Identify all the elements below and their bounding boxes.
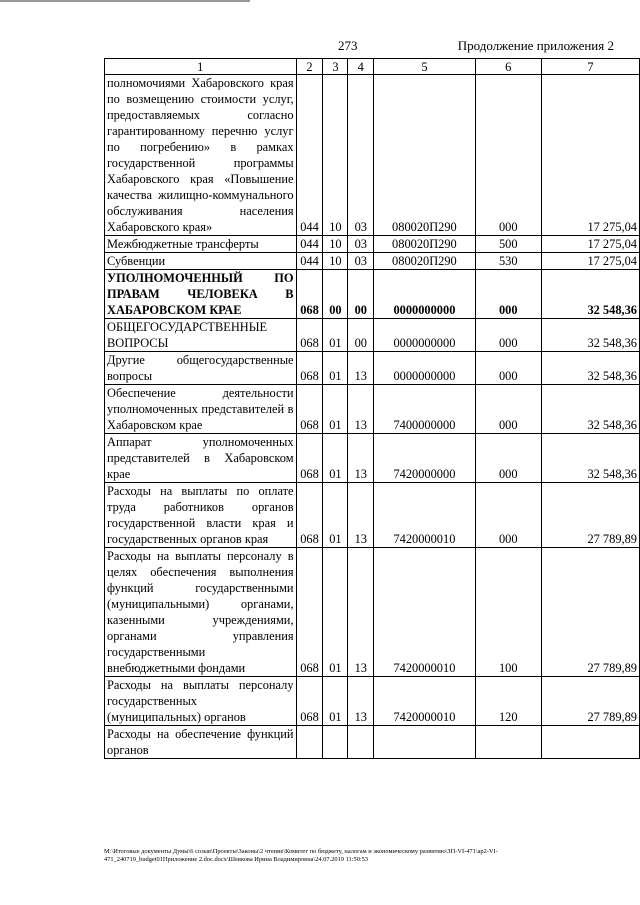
column-number-row xyxy=(105,59,640,75)
row-code-subsection: 13 xyxy=(348,434,374,483)
row-code-target: 7400000000 xyxy=(374,385,475,434)
column-header: 2 xyxy=(296,59,323,75)
row-code-ministry: 068 xyxy=(296,434,323,483)
budget-table xyxy=(104,58,640,759)
row-code-target: 0000000000 xyxy=(374,319,475,352)
column-header: 7 xyxy=(541,59,639,75)
row-amount: 27 789,89 xyxy=(541,483,639,548)
row-code-ministry: 044 xyxy=(296,236,323,253)
row-name: ОБЩЕГОСУДАРСТВЕННЫЕ ВОПРОСЫ xyxy=(105,319,297,352)
table-row xyxy=(105,236,640,253)
row-code-target: 7420000010 xyxy=(374,677,475,726)
row-name: Субвенции xyxy=(105,253,297,270)
row-code-section xyxy=(323,726,348,759)
row-code-target: 0000000000 xyxy=(374,352,475,385)
table-row xyxy=(105,352,640,385)
row-code-ministry: 068 xyxy=(296,483,323,548)
row-code-section: 01 xyxy=(323,548,348,677)
table-row xyxy=(105,75,640,236)
row-amount: 32 548,36 xyxy=(541,319,639,352)
table-row xyxy=(105,483,640,548)
row-code-section: 00 xyxy=(323,270,348,319)
row-name: Расходы на выплаты по оплате труда работников органов государственной власти края и государственных органов края xyxy=(105,483,297,548)
row-code-ministry: 044 xyxy=(296,253,323,270)
row-code-subsection: 00 xyxy=(348,319,374,352)
row-amount: 32 548,36 xyxy=(541,385,639,434)
row-code-section: 01 xyxy=(323,434,348,483)
row-amount: 17 275,04 xyxy=(541,253,639,270)
row-code-target: 7420000000 xyxy=(374,434,475,483)
row-code-subsection xyxy=(348,726,374,759)
row-code-expense-type: 000 xyxy=(475,483,541,548)
appendix-continuation-note: Продолжение приложения 2 xyxy=(457,38,614,53)
table-row xyxy=(105,434,640,483)
row-code-subsection: 03 xyxy=(348,236,374,253)
row-code-section: 10 xyxy=(323,236,348,253)
row-code-subsection: 00 xyxy=(348,270,374,319)
table-row xyxy=(105,385,640,434)
row-name: Расходы на выплаты персоналу в целях обеспечения выполнения функций государственными (муниципальными) органами, казенными учреждениями, органами управления государственными внебюджетными фондами xyxy=(105,548,297,677)
row-name: Расходы на выплаты персоналу государственных (муниципальных) органов xyxy=(105,677,297,726)
row-code-subsection: 03 xyxy=(348,253,374,270)
row-code-subsection: 03 xyxy=(348,75,374,236)
row-code-ministry xyxy=(296,726,323,759)
row-code-ministry: 044 xyxy=(296,75,323,236)
row-code-expense-type: 000 xyxy=(475,75,541,236)
row-code-expense-type: 530 xyxy=(475,253,541,270)
row-code-expense-type: 100 xyxy=(475,548,541,677)
row-amount: 27 789,89 xyxy=(541,548,639,677)
row-name: Межбюджетные трансферты xyxy=(105,236,297,253)
page-number: 273 xyxy=(338,38,358,53)
table-row xyxy=(105,548,640,677)
row-code-ministry: 068 xyxy=(296,385,323,434)
row-code-expense-type xyxy=(475,726,541,759)
column-header: 4 xyxy=(348,59,374,75)
table-row xyxy=(105,270,640,319)
row-code-target: 7420000010 xyxy=(374,483,475,548)
row-code-expense-type: 000 xyxy=(475,385,541,434)
row-code-ministry: 068 xyxy=(296,677,323,726)
row-code-section: 01 xyxy=(323,677,348,726)
row-code-section: 10 xyxy=(323,253,348,270)
row-code-ministry: 068 xyxy=(296,352,323,385)
row-code-expense-type: 120 xyxy=(475,677,541,726)
table-row xyxy=(105,726,640,759)
row-code-subsection: 13 xyxy=(348,483,374,548)
column-header: 1 xyxy=(105,59,297,75)
row-code-expense-type: 000 xyxy=(475,352,541,385)
row-name: Другие общегосударственные вопросы xyxy=(105,352,297,385)
row-code-ministry: 068 xyxy=(296,270,323,319)
row-name: Аппарат уполномоченных представителей в Хабаровском крае xyxy=(105,434,297,483)
row-code-section: 01 xyxy=(323,385,348,434)
row-amount: 32 548,36 xyxy=(541,270,639,319)
row-name: УПОЛНОМОЧЕННЫЙ ПО ПРАВАМ ЧЕЛОВЕКА В ХАБАРОВСКОМ КРАЕ xyxy=(105,270,297,319)
row-amount: 27 789,89 xyxy=(541,677,639,726)
row-code-subsection: 13 xyxy=(348,548,374,677)
row-code-section: 01 xyxy=(323,483,348,548)
row-code-ministry: 068 xyxy=(296,319,323,352)
row-amount: 32 548,36 xyxy=(541,352,639,385)
row-code-target: 080020П290 xyxy=(374,253,475,270)
table-row xyxy=(105,677,640,726)
table-row xyxy=(105,319,640,352)
row-amount xyxy=(541,726,639,759)
column-header: 3 xyxy=(323,59,348,75)
file-path-line-2: 471_240719_budget01Приложение 2.doc.docx\Шевкова Ирина Владимировна\24.07.2019 11:50:53 xyxy=(104,856,369,863)
row-code-ministry: 068 xyxy=(296,548,323,677)
row-code-expense-type: 500 xyxy=(475,236,541,253)
row-amount: 17 275,04 xyxy=(541,236,639,253)
row-code-section: 10 xyxy=(323,75,348,236)
row-code-target: 0000000000 xyxy=(374,270,475,319)
row-code-target: 080020П290 xyxy=(374,236,475,253)
row-name: полномочиями Хабаровского края по возмещению стоимости услуг, предоставляемых согласно гарантированному перечню услуг по погребению» в рамках государственной программы Хабаровского края «Повышение качества жилищно-коммунального обслуживания населения Хабаровского края» xyxy=(105,75,297,236)
column-header: 6 xyxy=(475,59,541,75)
row-code-target: 7420000010 xyxy=(374,548,475,677)
scan-edge-line xyxy=(0,0,250,2)
row-name: Расходы на обеспечение функций органов xyxy=(105,726,297,759)
file-path-line-1: М:\Итоговые документы Думы\6 созыв\Проекты\Законы\2 чтение\Комитет по бюджету, налогам и экономическому развитию\ЗП-VI-471\ap2-VI- xyxy=(104,848,498,855)
row-code-target: 080020П290 xyxy=(374,75,475,236)
row-code-section: 01 xyxy=(323,319,348,352)
row-code-subsection: 13 xyxy=(348,385,374,434)
column-header: 5 xyxy=(374,59,475,75)
row-code-expense-type: 000 xyxy=(475,270,541,319)
row-code-subsection: 13 xyxy=(348,677,374,726)
document-file-path xyxy=(104,848,614,864)
row-amount: 32 548,36 xyxy=(541,434,639,483)
row-code-target xyxy=(374,726,475,759)
row-code-expense-type: 000 xyxy=(475,434,541,483)
row-name: Обеспечение деятельности уполномоченных представителей в Хабаровском крае xyxy=(105,385,297,434)
row-code-expense-type: 000 xyxy=(475,319,541,352)
row-amount: 17 275,04 xyxy=(541,75,639,236)
row-code-section: 01 xyxy=(323,352,348,385)
row-code-subsection: 13 xyxy=(348,352,374,385)
table-row xyxy=(105,253,640,270)
